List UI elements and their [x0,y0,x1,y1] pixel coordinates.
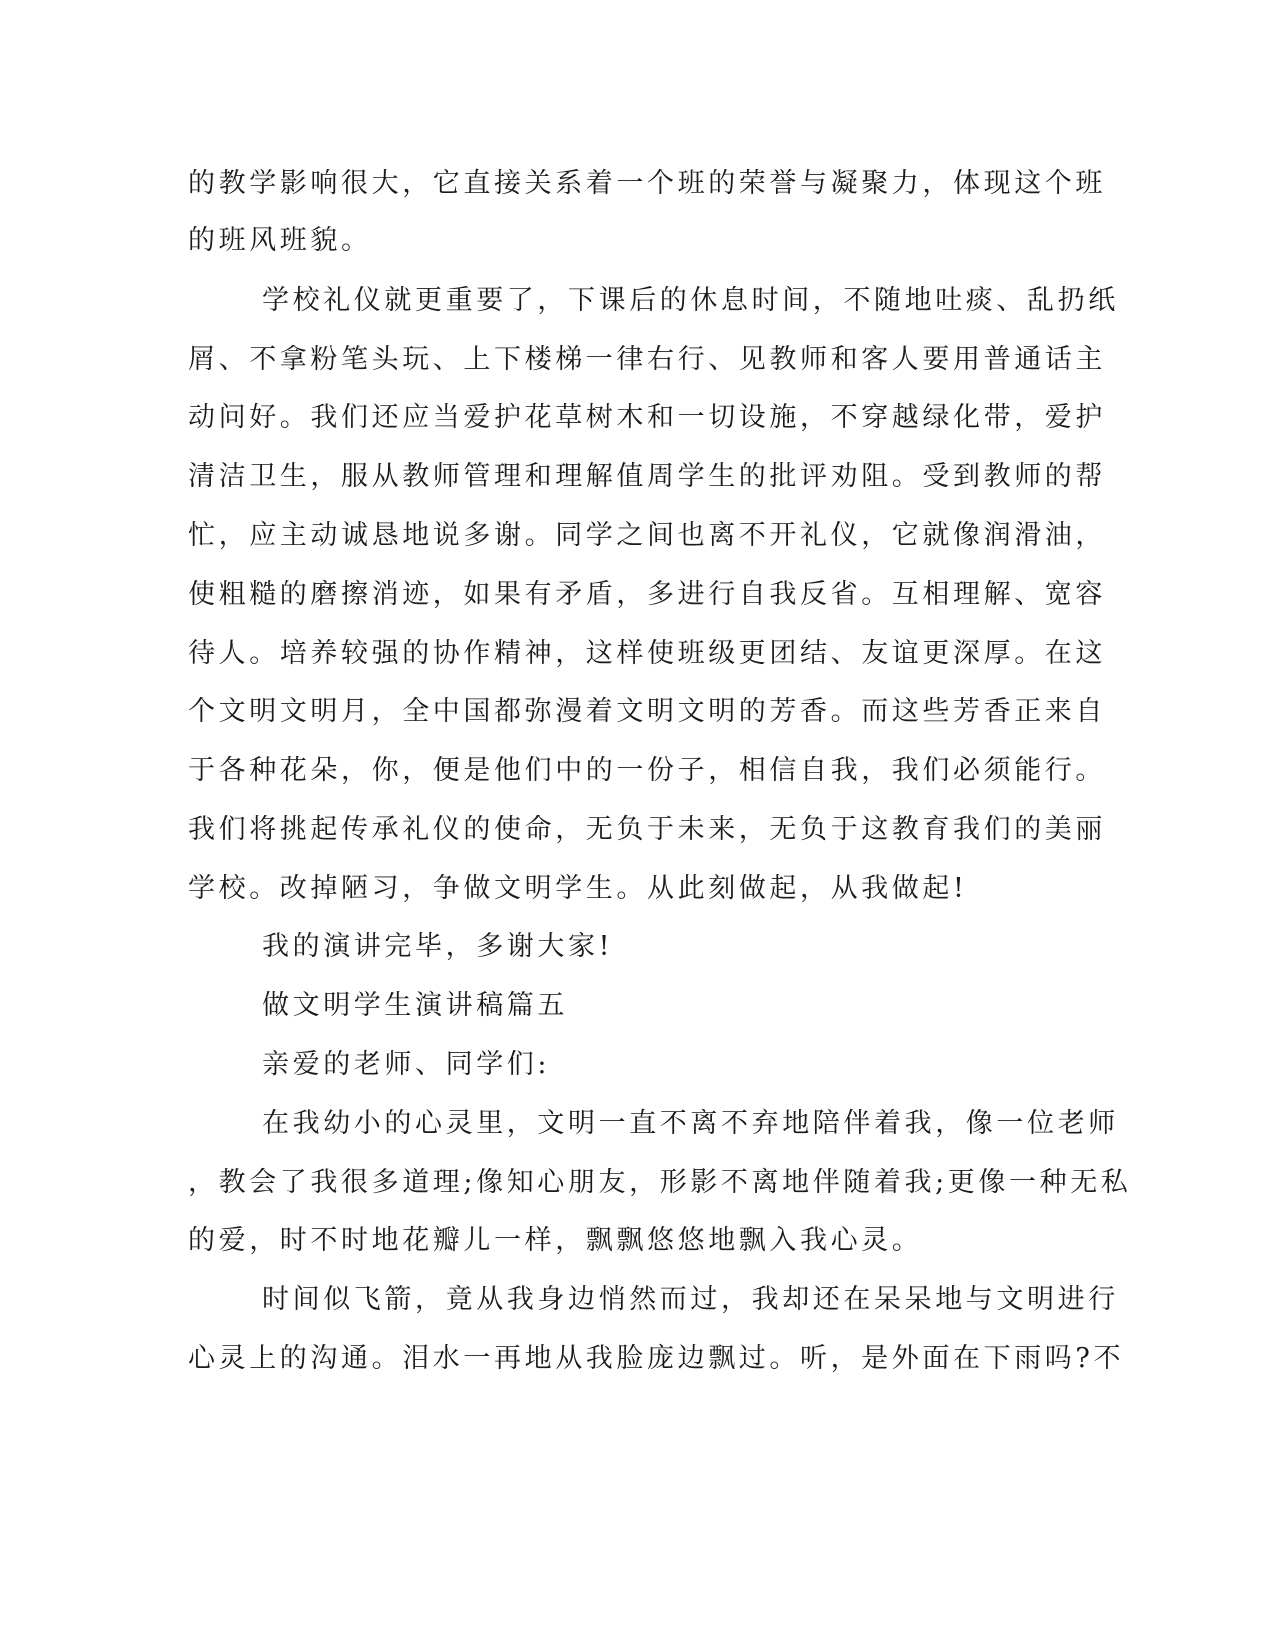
paragraph-start-line: 在我幼小的心灵里，文明一直不离不弃地陪伴着我，像一位老师 [262,1108,1119,1139]
salutation: 亲爱的老师、同学们: [262,1049,551,1080]
closing-line: 我的演讲完毕，多谢大家! [262,931,614,962]
paragraph-start-line: 时间似飞箭，竟从我身边悄然而过，我却还在呆呆地与文明进行 [262,1284,1119,1315]
text-line: 于各种花朵，你，便是他们中的一份子，相信自我，我们必须能行。 [188,755,1106,786]
paragraph-start-line: 学校礼仪就更重要了，下课后的休息时间，不随地吐痰、乱扔纸 [262,285,1119,316]
text-line: 的教学影响很大，它直接关系着一个班的荣誉与凝聚力，体现这个班 [188,168,1106,199]
text-line: 待人。培养较强的协作精神，这样使班级更团结、友谊更深厚。在这 [188,638,1106,669]
text-line: 使粗糙的磨擦消迹，如果有矛盾，多进行自我反省。互相理解、宽容 [188,579,1106,610]
text-line: 忙，应主动诚恳地说多谢。同学之间也离不开礼仪，它就像润滑油， [188,520,1106,551]
text-line: 屑、不拿粉笔头玩、上下楼梯一律右行、见教师和客人要用普通话主 [188,344,1106,375]
text-line: 学校。改掉陋习，争做文明学生。从此刻做起，从我做起! [188,873,968,904]
section-title: 做文明学生演讲稿篇五 [262,990,568,1021]
text-line: 我们将挑起传承礼仪的使命，无负于未来，无负于这教育我们的美丽 [188,814,1106,845]
text-line: 清洁卫生，服从教师管理和理解值周学生的批评劝阻。受到教师的帮 [188,461,1106,492]
text-line: 心灵上的沟通。泪水一再地从我脸庞边飘过。听，是外面在下雨吗?不 [188,1343,1125,1374]
text-line: 的班风班貌。 [188,225,372,256]
text-line: ，教会了我很多道理;像知心朋友，形影不离地伴随着我;更像一种无私 [188,1167,1132,1198]
text-line: 的爱，时不时地花瓣儿一样，飘飘悠悠地飘入我心灵。 [188,1225,923,1256]
text-line: 动问好。我们还应当爱护花草树木和一切设施，不穿越绿化带，爱护 [188,402,1106,433]
text-line: 个文明文明月，全中国都弥漫着文明文明的芳香。而这些芳香正来自 [188,696,1106,727]
